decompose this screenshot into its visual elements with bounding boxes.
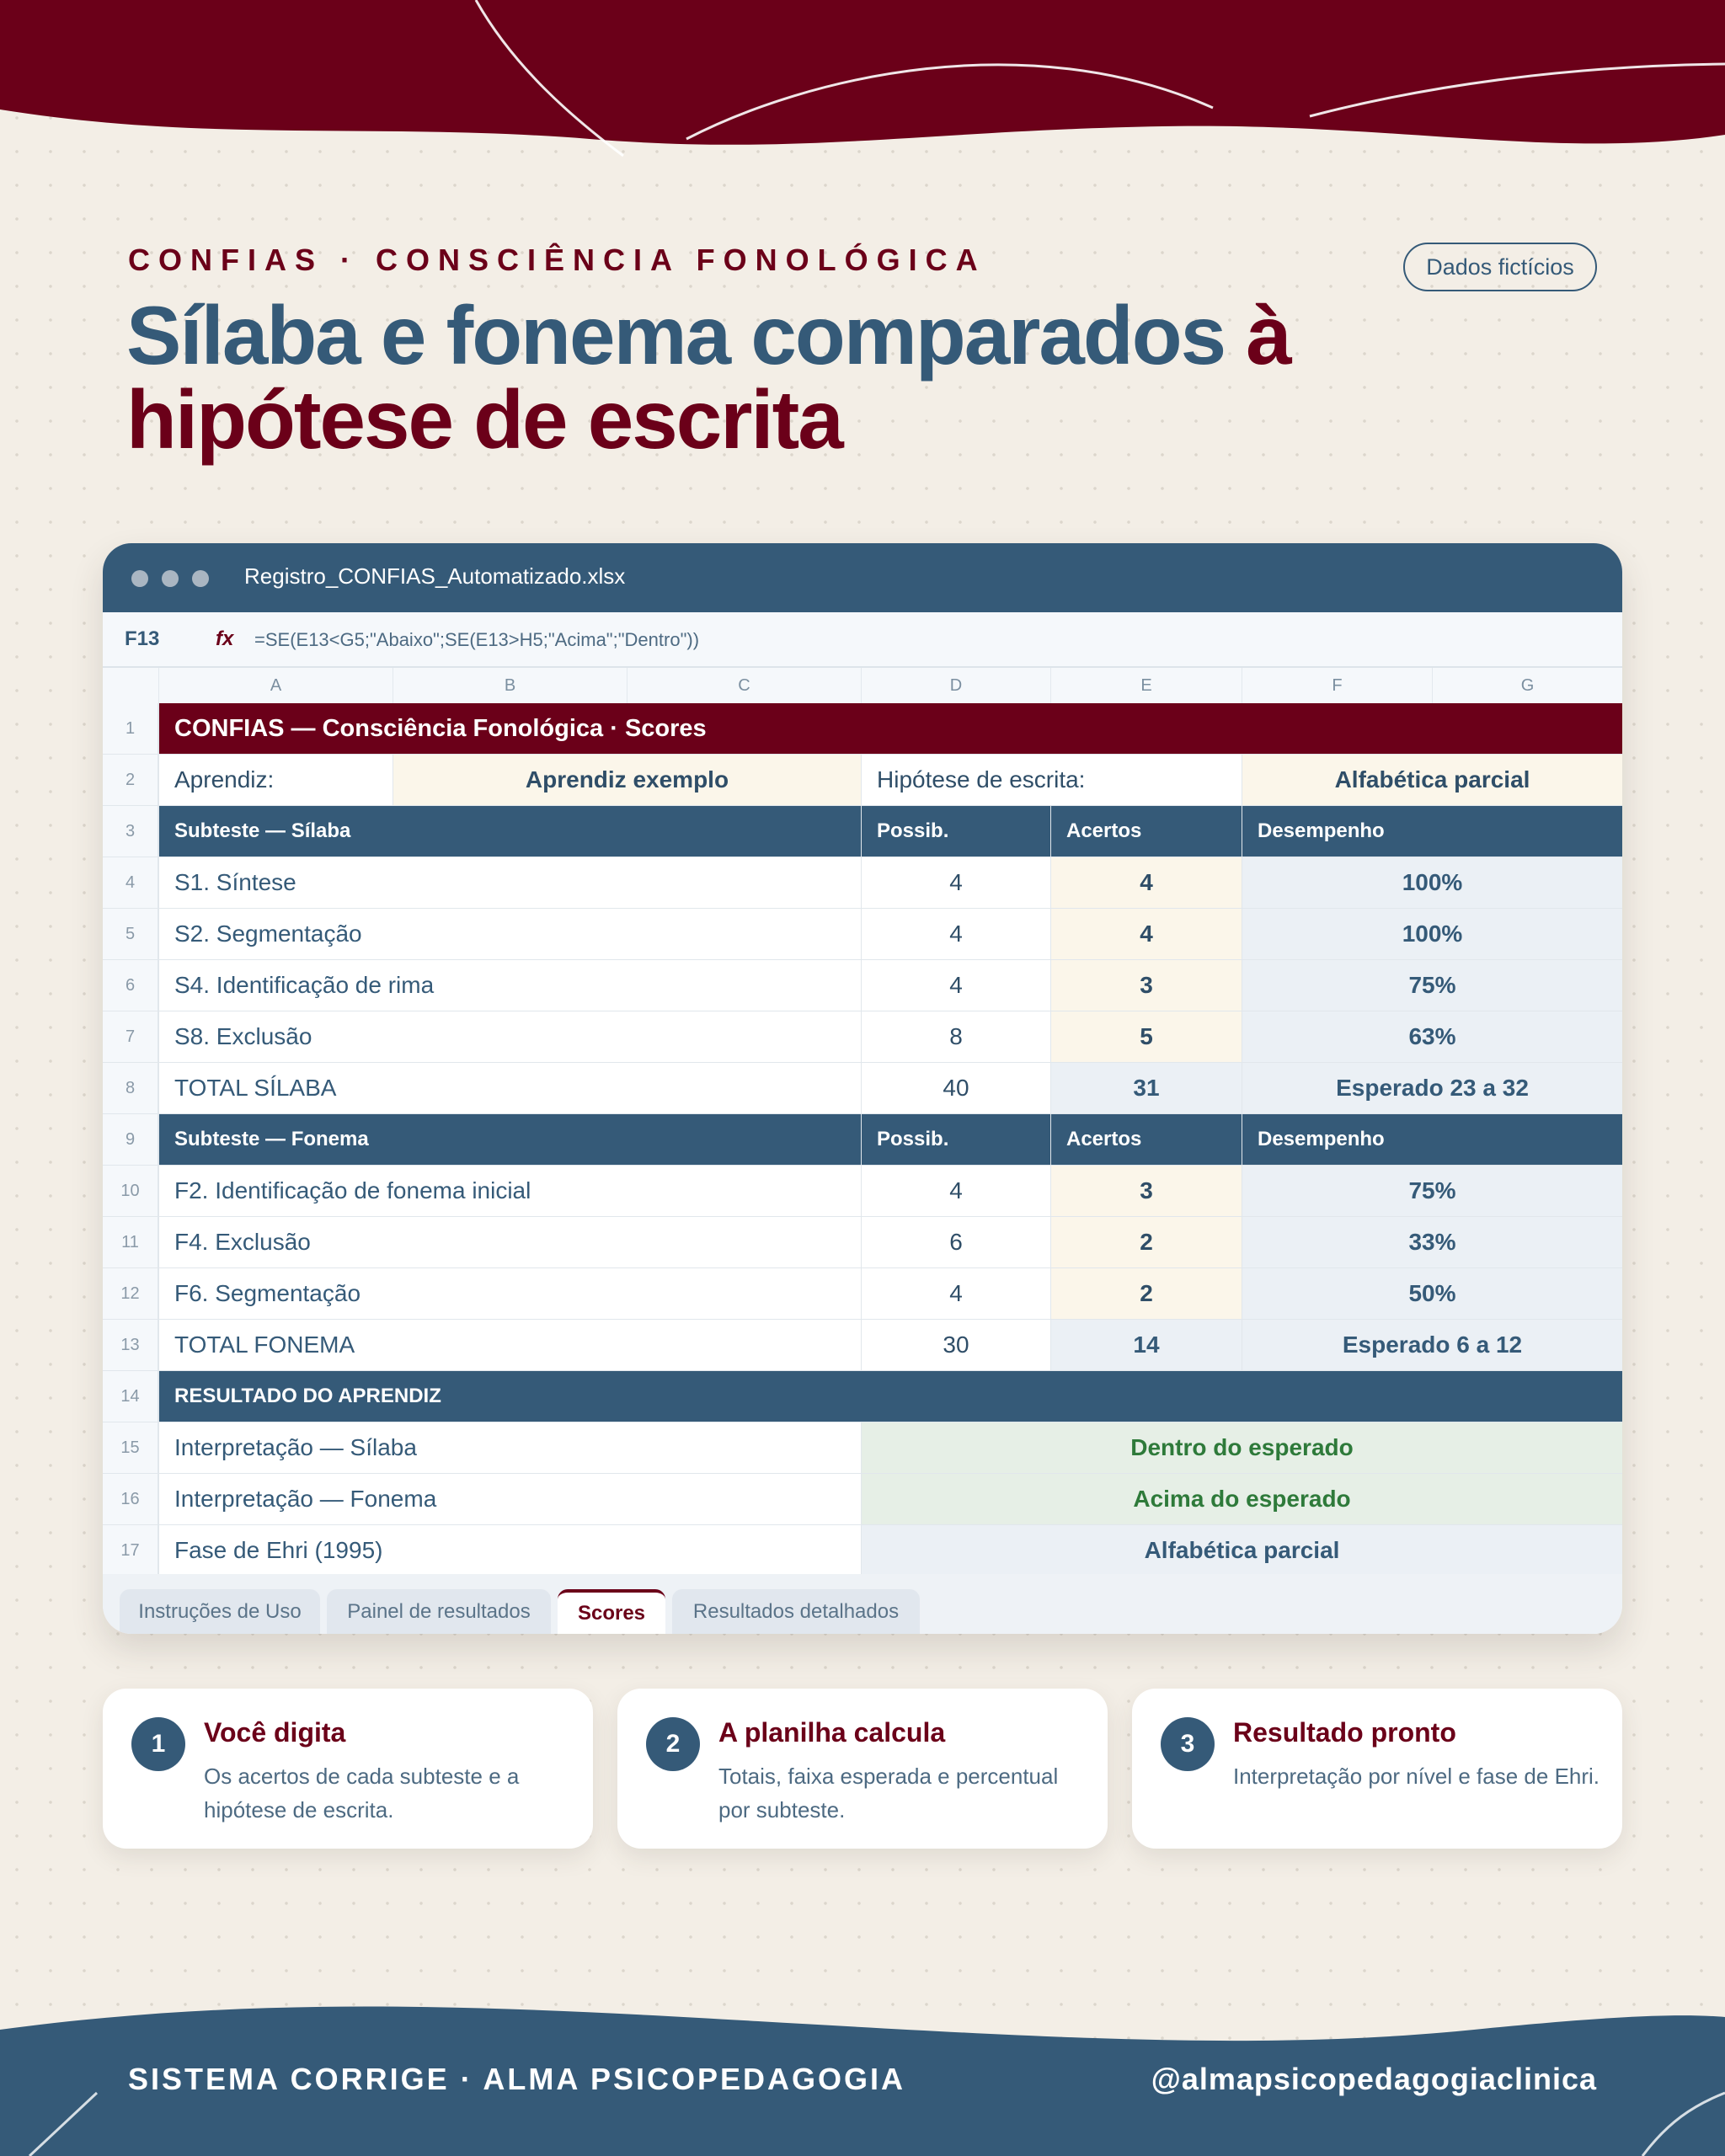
subtest-name-cell[interactable]: S1. Síntese bbox=[158, 857, 861, 908]
table-row bbox=[103, 1166, 1622, 1217]
possible-total-cell[interactable]: 30 bbox=[861, 1320, 1050, 1370]
correct-cell[interactable]: 2 bbox=[1050, 1268, 1242, 1319]
possible-cell[interactable]: 4 bbox=[861, 909, 1050, 959]
correct-total-cell[interactable]: 31 bbox=[1050, 1063, 1242, 1113]
performance-cell[interactable]: 63% bbox=[1242, 1011, 1622, 1062]
row-number[interactable]: 3 bbox=[103, 806, 158, 857]
step-card-1 bbox=[103, 1689, 593, 1849]
subtest-name-cell[interactable]: F2. Identificação de fonema inicial bbox=[158, 1166, 861, 1216]
column-header-c[interactable]: C bbox=[627, 668, 861, 703]
step-title: Resultado pronto bbox=[1233, 1717, 1456, 1748]
performance-header-cell[interactable]: Desempenho bbox=[1242, 806, 1622, 857]
subtest-name-cell[interactable]: F6. Segmentação bbox=[158, 1268, 861, 1319]
result-label-cell[interactable]: Interpretação — Sílaba bbox=[158, 1422, 861, 1473]
tab-scores[interactable]: Scores bbox=[558, 1589, 665, 1634]
hypothesis-value-cell[interactable]: Alfabética parcial bbox=[1242, 755, 1622, 805]
file-name: Registro_CONFIAS_Automatizado.xlsx bbox=[244, 563, 626, 589]
step-description: Os acertos de cada subteste e a hipótese de escrita. bbox=[204, 1764, 520, 1822]
sheet-title-cell[interactable]: CONFIAS — Consciência Fonológica · Scores bbox=[158, 703, 1622, 754]
kicker-label: CONFIAS · CONSCIÊNCIA FONOLÓGICA bbox=[128, 243, 986, 277]
performance-cell[interactable]: 100% bbox=[1242, 909, 1622, 959]
sheet-tabs-bar bbox=[103, 1574, 1622, 1634]
row-number[interactable]: 17 bbox=[103, 1525, 158, 1576]
footer-handle: @almapsicopedagogiaclinica bbox=[1151, 2062, 1597, 2096]
result-value-cell[interactable]: Alfabética parcial bbox=[861, 1525, 1622, 1576]
phoneme-total-label-cell[interactable]: TOTAL FONEMA bbox=[158, 1320, 861, 1370]
row-number[interactable]: 6 bbox=[103, 960, 158, 1011]
footer-brand: SISTEMA CORRIGE · ALMA PSICOPEDAGOGIA bbox=[128, 2062, 906, 2096]
possible-cell[interactable]: 4 bbox=[861, 1268, 1050, 1319]
step-title: Você digita bbox=[204, 1717, 346, 1748]
top-wave-decoration bbox=[0, 0, 1725, 168]
subtest-name-cell[interactable]: F4. Exclusão bbox=[158, 1217, 861, 1267]
syllable-header-cell[interactable]: Subteste — Sílaba bbox=[158, 806, 861, 857]
title-part-2: à hipótese de escrita bbox=[126, 289, 1290, 466]
spreadsheet-window bbox=[103, 543, 1622, 1634]
correct-cell[interactable]: 4 bbox=[1050, 909, 1242, 959]
correct-cell[interactable]: 4 bbox=[1050, 857, 1242, 908]
fictional-data-badge: Dados fictícios bbox=[1403, 243, 1597, 291]
syllable-total-label-cell[interactable]: TOTAL SÍLABA bbox=[158, 1063, 861, 1113]
row-number[interactable]: 14 bbox=[103, 1371, 158, 1422]
page-title bbox=[126, 289, 1609, 466]
correct-total-cell[interactable]: 14 bbox=[1050, 1320, 1242, 1370]
possible-cell[interactable]: 4 bbox=[861, 960, 1050, 1011]
sheet-row bbox=[103, 703, 1622, 755]
tab-resultados-detalhados[interactable]: Resultados detalhados bbox=[672, 1589, 920, 1634]
sheet-row bbox=[103, 1114, 1622, 1166]
row-number[interactable]: 8 bbox=[103, 1063, 158, 1113]
row-number[interactable]: 16 bbox=[103, 1474, 158, 1524]
formula-bar bbox=[103, 612, 1622, 668]
row-number[interactable]: 12 bbox=[103, 1268, 158, 1319]
window-titlebar bbox=[103, 543, 1622, 612]
table-row bbox=[103, 857, 1622, 909]
row-number[interactable]: 11 bbox=[103, 1217, 158, 1267]
table-row bbox=[103, 1474, 1622, 1525]
performance-cell[interactable]: 75% bbox=[1242, 960, 1622, 1011]
possible-cell[interactable]: 4 bbox=[861, 1166, 1050, 1216]
table-row bbox=[103, 1268, 1622, 1320]
row-number[interactable]: 13 bbox=[103, 1320, 158, 1370]
possible-header-cell[interactable]: Possib. bbox=[861, 806, 1050, 857]
sheet-row bbox=[103, 806, 1622, 857]
step-number-badge: 3 bbox=[1161, 1717, 1215, 1771]
window-minimize-dot[interactable] bbox=[162, 570, 179, 587]
result-value-cell[interactable]: Dentro do esperado bbox=[861, 1422, 1622, 1473]
tab-painel-de-resultados[interactable]: Painel de resultados bbox=[327, 1589, 551, 1634]
expected-range-cell[interactable]: Esperado 23 a 32 bbox=[1242, 1063, 1622, 1113]
row-number[interactable]: 1 bbox=[103, 703, 158, 754]
corner-cell[interactable] bbox=[103, 668, 158, 703]
row-number[interactable]: 5 bbox=[103, 909, 158, 959]
step-description: Interpretação por nível e fase de Ehri. bbox=[1233, 1764, 1600, 1789]
cell-reference[interactable]: F13 bbox=[125, 627, 160, 650]
step-card-3 bbox=[1132, 1689, 1622, 1849]
row-number[interactable]: 10 bbox=[103, 1166, 158, 1216]
possible-cell[interactable]: 6 bbox=[861, 1217, 1050, 1267]
performance-header-cell[interactable]: Desempenho bbox=[1242, 1114, 1622, 1165]
table-row bbox=[103, 1525, 1622, 1577]
row-number[interactable]: 15 bbox=[103, 1422, 158, 1473]
correct-cell[interactable]: 3 bbox=[1050, 1166, 1242, 1216]
result-value-cell[interactable]: Acima do esperado bbox=[861, 1474, 1622, 1524]
performance-cell[interactable]: 33% bbox=[1242, 1217, 1622, 1267]
table-row bbox=[103, 1422, 1622, 1474]
performance-cell[interactable]: 75% bbox=[1242, 1166, 1622, 1216]
table-row bbox=[103, 960, 1622, 1011]
column-headers bbox=[103, 668, 1622, 703]
performance-cell[interactable]: 100% bbox=[1242, 857, 1622, 908]
correct-cell[interactable]: 3 bbox=[1050, 960, 1242, 1011]
performance-cell[interactable]: 50% bbox=[1242, 1268, 1622, 1319]
table-row bbox=[103, 1063, 1622, 1114]
step-number-badge: 1 bbox=[131, 1717, 185, 1771]
tab-instrucoes-de-uso[interactable]: Instruções de Uso bbox=[120, 1589, 320, 1634]
possible-header-cell[interactable]: Possib. bbox=[861, 1114, 1050, 1165]
row-number[interactable]: 7 bbox=[103, 1011, 158, 1062]
possible-cell[interactable]: 4 bbox=[861, 857, 1050, 908]
column-header-d[interactable]: D bbox=[861, 668, 1050, 703]
result-header-cell[interactable]: RESULTADO DO APRENDIZ bbox=[158, 1371, 1622, 1422]
column-header-f[interactable]: F bbox=[1242, 668, 1432, 703]
row-number[interactable]: 2 bbox=[103, 755, 158, 805]
correct-header-cell[interactable]: Acertos bbox=[1050, 1114, 1242, 1165]
sheet-row bbox=[103, 755, 1622, 806]
title-part-1: Sílaba e fonema comparados bbox=[126, 289, 1226, 382]
learner-value-cell[interactable]: Aprendiz exemplo bbox=[393, 755, 861, 805]
possible-total-cell[interactable]: 40 bbox=[861, 1063, 1050, 1113]
table-row bbox=[103, 1320, 1622, 1371]
correct-cell[interactable]: 2 bbox=[1050, 1217, 1242, 1267]
table-row bbox=[103, 1217, 1622, 1268]
window-maximize-dot[interactable] bbox=[192, 570, 209, 587]
table-row bbox=[103, 1011, 1622, 1063]
formula-input[interactable]: =SE(E13<G5;"Abaixo";SE(E13>H5;"Acima";"Dentro")) bbox=[254, 629, 700, 650]
step-title: A planilha calcula bbox=[718, 1717, 946, 1748]
learner-label-cell[interactable]: Aprendiz: bbox=[158, 755, 393, 805]
row-number[interactable]: 4 bbox=[103, 857, 158, 908]
result-label-cell[interactable]: Interpretação — Fonema bbox=[158, 1474, 861, 1524]
subtest-name-cell[interactable]: S4. Identificação de rima bbox=[158, 960, 861, 1011]
row-number[interactable]: 9 bbox=[103, 1114, 158, 1165]
table-row bbox=[103, 909, 1622, 960]
hypothesis-label-cell[interactable]: Hipótese de escrita: bbox=[861, 755, 1242, 805]
step-card-2 bbox=[617, 1689, 1108, 1849]
column-header-g[interactable]: G bbox=[1432, 668, 1622, 703]
column-header-b[interactable]: B bbox=[393, 668, 627, 703]
sheet-row bbox=[103, 1371, 1622, 1422]
subtest-name-cell[interactable]: S2. Segmentação bbox=[158, 909, 861, 959]
step-description: Totais, faixa esperada e percentual por subteste. bbox=[718, 1764, 1059, 1822]
phoneme-header-cell[interactable]: Subteste — Fonema bbox=[158, 1114, 861, 1165]
correct-header-cell[interactable]: Acertos bbox=[1050, 806, 1242, 857]
subtest-name-cell[interactable]: S8. Exclusão bbox=[158, 1011, 861, 1062]
step-number-badge: 2 bbox=[646, 1717, 700, 1771]
correct-cell[interactable]: 5 bbox=[1050, 1011, 1242, 1062]
fx-icon: fx bbox=[216, 627, 234, 650]
possible-cell[interactable]: 8 bbox=[861, 1011, 1050, 1062]
column-header-a[interactable]: A bbox=[158, 668, 393, 703]
column-header-e[interactable]: E bbox=[1050, 668, 1242, 703]
expected-range-cell[interactable]: Esperado 6 a 12 bbox=[1242, 1320, 1622, 1370]
window-close-dot[interactable] bbox=[131, 570, 148, 587]
result-label-cell[interactable]: Fase de Ehri (1995) bbox=[158, 1525, 861, 1576]
